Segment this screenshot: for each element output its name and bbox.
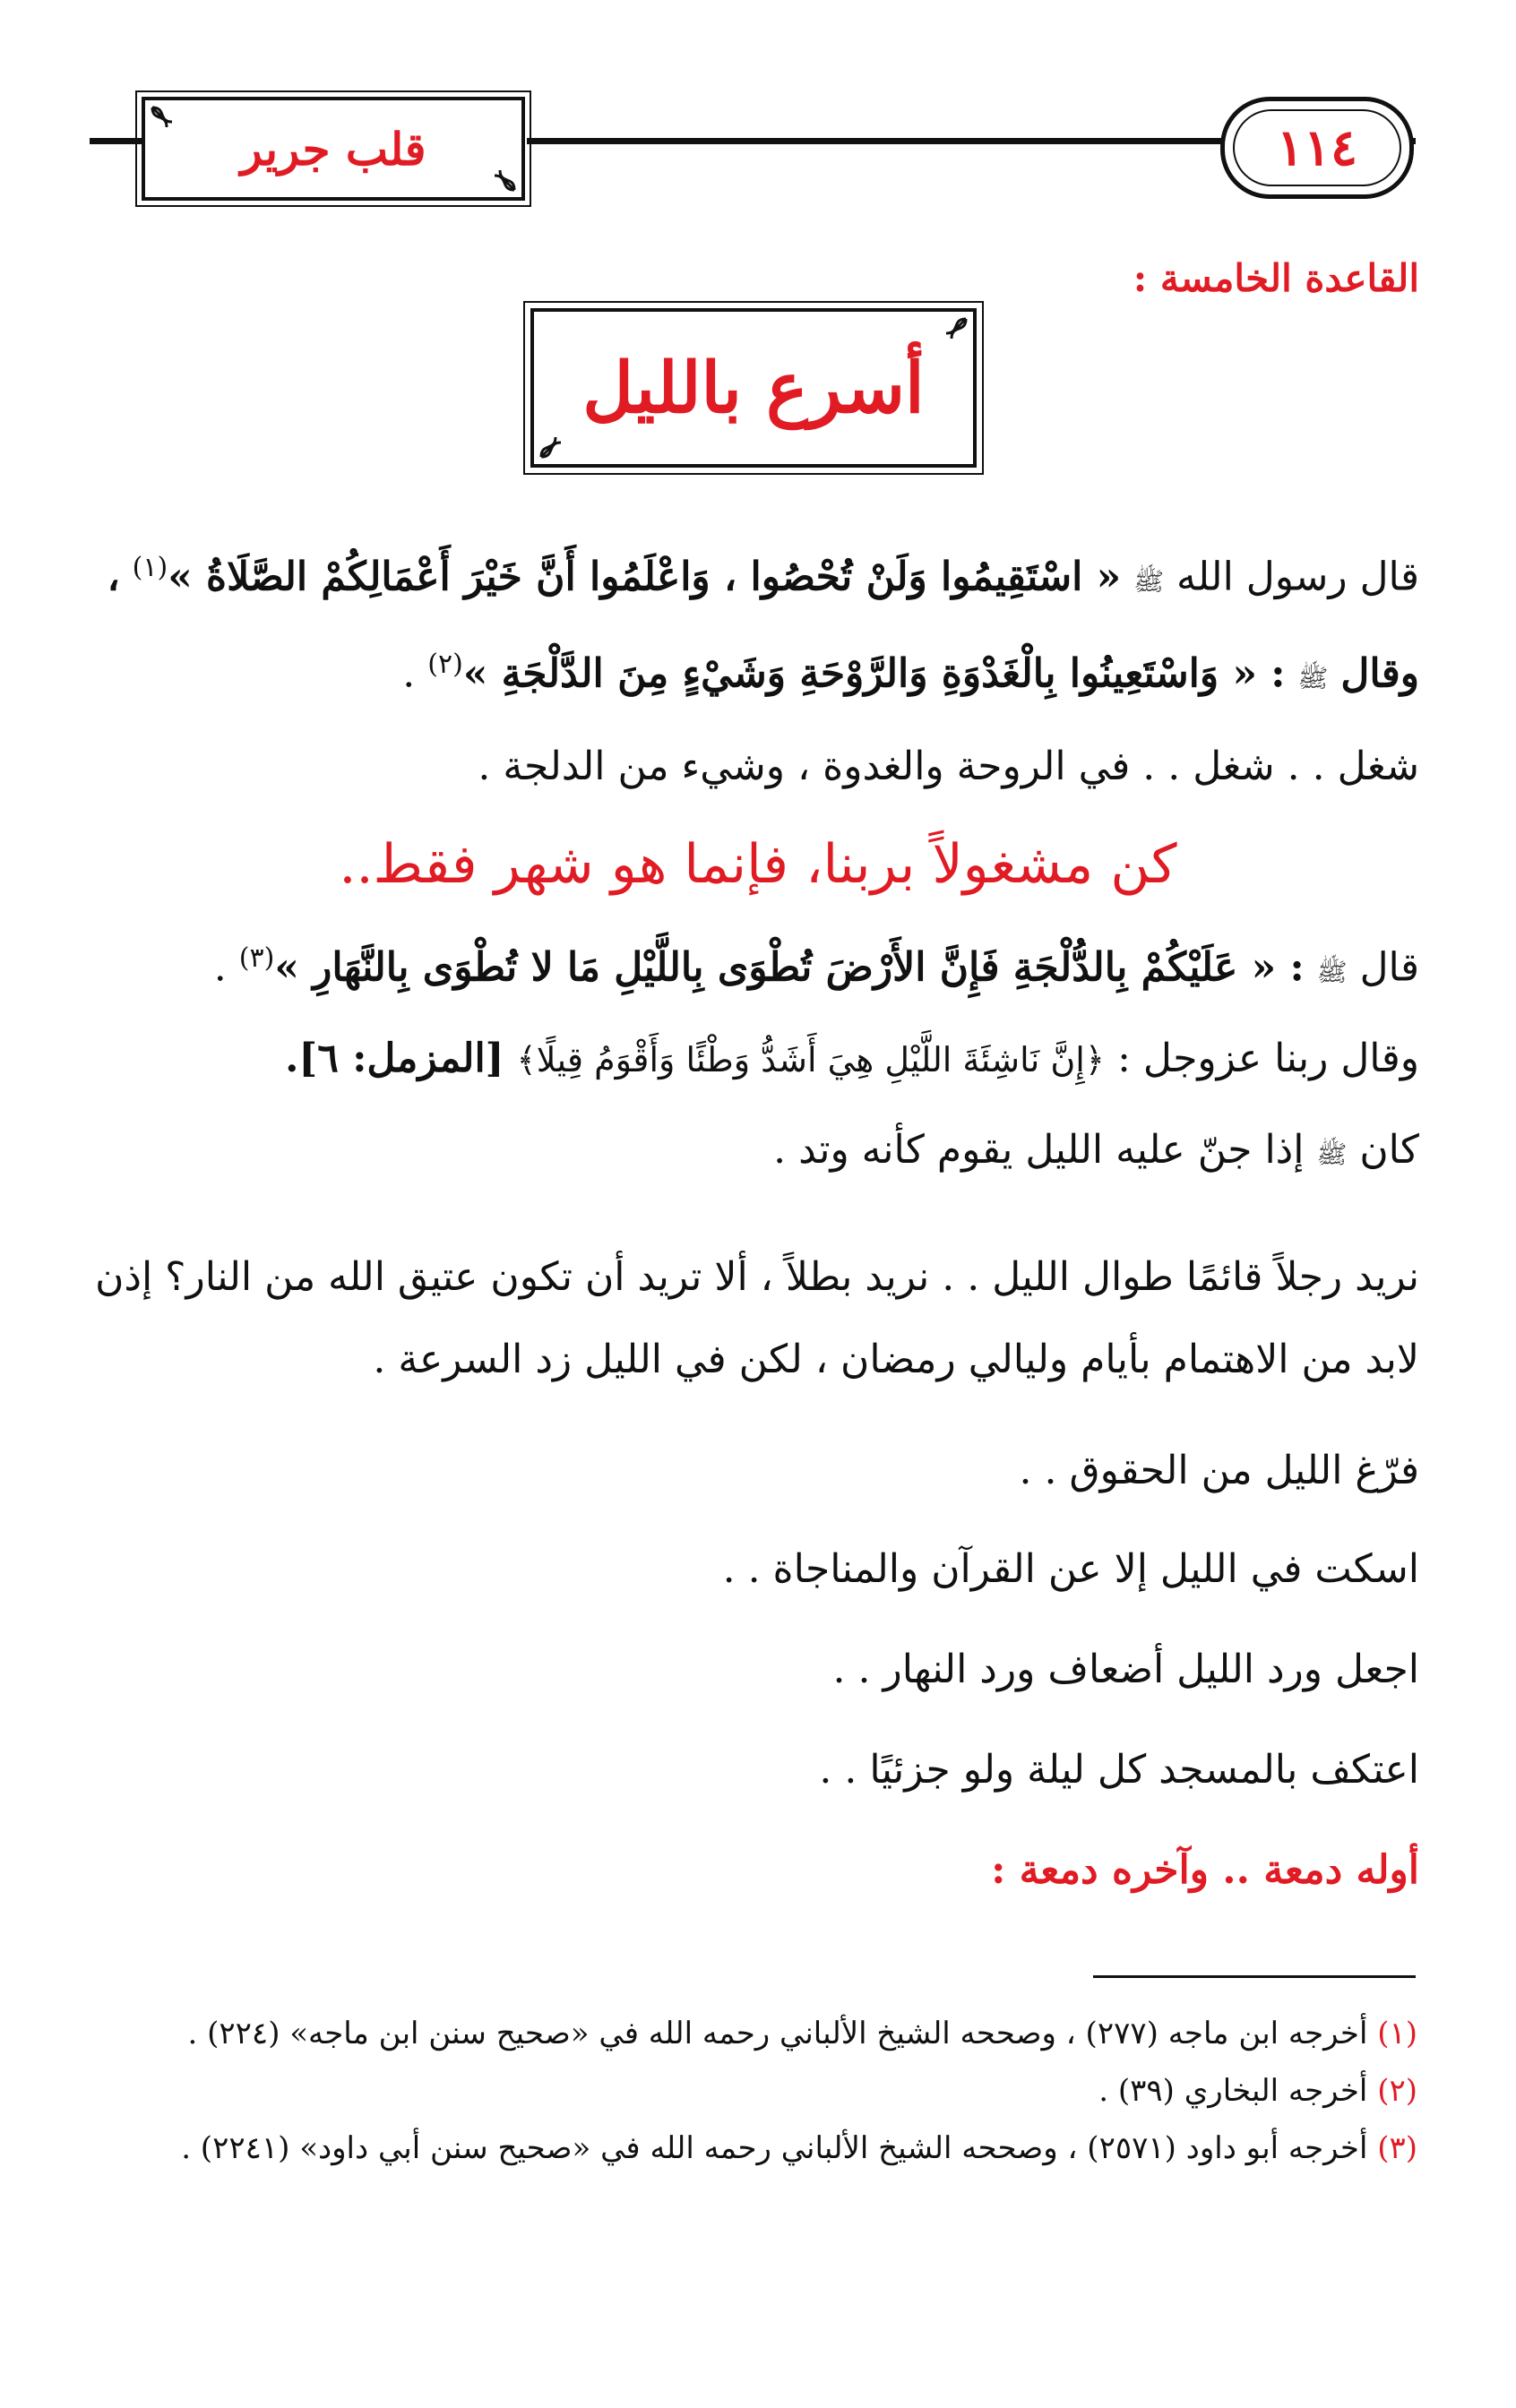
footnote-ref: (٢) [427,648,463,680]
rule-label: القاعدة الخامسة : [1133,256,1419,300]
book-title: قلب جرير [240,122,426,176]
verse-reference: [المزمل: ٦]. [285,1036,504,1081]
footnote-text: أخرجه البخاري (٣٩) . [1098,2073,1368,2109]
footnote-ref: (٣) [238,942,275,974]
text-connector: ، وقال [107,554,1419,697]
footnote-ref: (١) [132,552,168,583]
header-rule-middle [527,138,1297,144]
footnote-number: (١) [1377,2016,1417,2051]
slogan-line: كن مشغولاً بربنا، فإنما هو شهر فقط.. [339,833,1177,896]
text-intro: وقال ربنا عزوجل : [1117,1036,1419,1081]
page-number: ١١٤ [1276,118,1358,177]
section-subheading: أوله دمعة .. وآخره دمعة : [991,1847,1419,1893]
salawat-glyph: ﷺ [1133,566,1165,597]
corner-ornament-icon [928,315,969,357]
paragraph-hadith-duljah: قال ﷺ : « عَلَيْكُمْ بِالدُّلْجَةِ فَإِنَّ الأَرْضَ تُطْوَى بِاللَّيْلِ مَا لا تُطْوَى بِالنَّهَارِ »$^{(٣)}$ . [213,942,1419,991]
paragraph-quran-verse [90,1018,1419,1101]
footnote-3 [90,2130,1417,2166]
footnote-text: أخرجه ابن ماجه (٢٧٧) ، وصححه الشيخ الألباني رحمه الله في «صحيح سنن ابن ماجه» (٢٢٤) . [187,2016,1368,2051]
corner-ornament-icon [538,419,579,460]
salawat-glyph: ﷺ [1297,663,1329,693]
text-body: إذا جنّ عليه الليل يقوم كأنه وتد . [773,1127,1305,1173]
corner-ornament-icon [477,152,518,194]
salawat-glyph: ﷺ [1316,1140,1348,1169]
footnote-number: (٢) [1377,2073,1417,2109]
page-number-badge [1220,97,1414,199]
footnote-text: أخرجه أبو داود (٢٥٧١) ، وصححه الشيخ الألباني رحمه الله في «صحيح سنن أبي داود» (٢٢٤١) . [181,2130,1368,2166]
hadith-text: : « عَلَيْكُمْ بِالدُّلْجَةِ فَإِنَّ الأَرْضَ تُطْوَى بِاللَّيْلِ مَا لا تُطْوَى بِالنَّهَارِ » [274,944,1305,991]
rule-title: أسرع بالليل [582,347,925,429]
footnote-number: (٣) [1377,2130,1417,2166]
hadith-text: : « وَاسْتَعِينُوا بِالْغَدْوَةِ وَالرَّوْحَةِ وَشَيْءٍ مِنَ الدَّلْجَةِ » [462,650,1286,697]
footnote-1 [90,2016,1417,2051]
page-header [90,88,1416,199]
text-intro: قال رسول الله [1176,554,1419,600]
line-i-takif: اعتكف بالمسجد كل ليلة ولو جزئيًا . . [819,1747,1419,1793]
salawat-glyph: ﷺ [1316,957,1348,987]
text-intro: قال [1359,944,1419,991]
hadith-text: « اسْتَقِيمُوا وَلَنْ تُحْصُوا ، وَاعْلَمُوا أَنَّ خَيْرَ أَعْمَالِكُمْ الصَّلَاةُ » [168,554,1122,600]
line-ij-al: اجعل ورد الليل أضعاف ورد النهار . . [832,1647,1419,1692]
book-title-frame [142,97,525,201]
paragraph-hadith-istiqamah: قال رسول الله ﷺ « اسْتَقِيمُوا وَلَنْ تُحْصُوا ، وَاعْلَمُوا أَنَّ خَيْرَ أَعْمَالِكُمْ الصَّلَاةُ »$^{(١)}$ ، وقال ﷺ : « وَاسْتَعِينُوا بِالْغَدْوَةِ وَالرَّوْحَةِ وَشَيْءٍ مِنَ الدَّلْجَةِ »$^{(٢)}$ . [107,552,1419,697]
paragraph-watad [90,1109,1419,1196]
corner-ornament-icon [149,104,190,145]
quran-verse: ﴿إِنَّ نَاشِئَةَ اللَّيْلِ هِيَ أَشَدُّ وَطْئًا وَأَقْوَمُ قِيلًا﴾ [516,1040,1106,1079]
line-uskut: اسكت في الليل إلا عن القرآن والمناجاة . . [722,1546,1419,1592]
text-intro: كان [1359,1127,1419,1173]
footnote-2 [90,2073,1417,2109]
rule-title-frame [530,308,977,468]
footnote-divider [1093,1975,1416,1978]
paragraph-shughl: شغل . . شغل . . في الروحة والغدوة ، وشيء من الدلجة . [478,744,1419,789]
line-farrigh: فرّغ الليل من الحقوق . . [1019,1448,1419,1493]
paragraph-qa-im: نريد رجلاً قائمًا طوال الليل . . نريد بطلاً ، ألا تريد أن تكون عتيق الله من النار؟ إذن لابد من الاهتمام بأيام وليالي رمضان ، لكن في الليل زد السرعة . [95,1254,1419,1382]
